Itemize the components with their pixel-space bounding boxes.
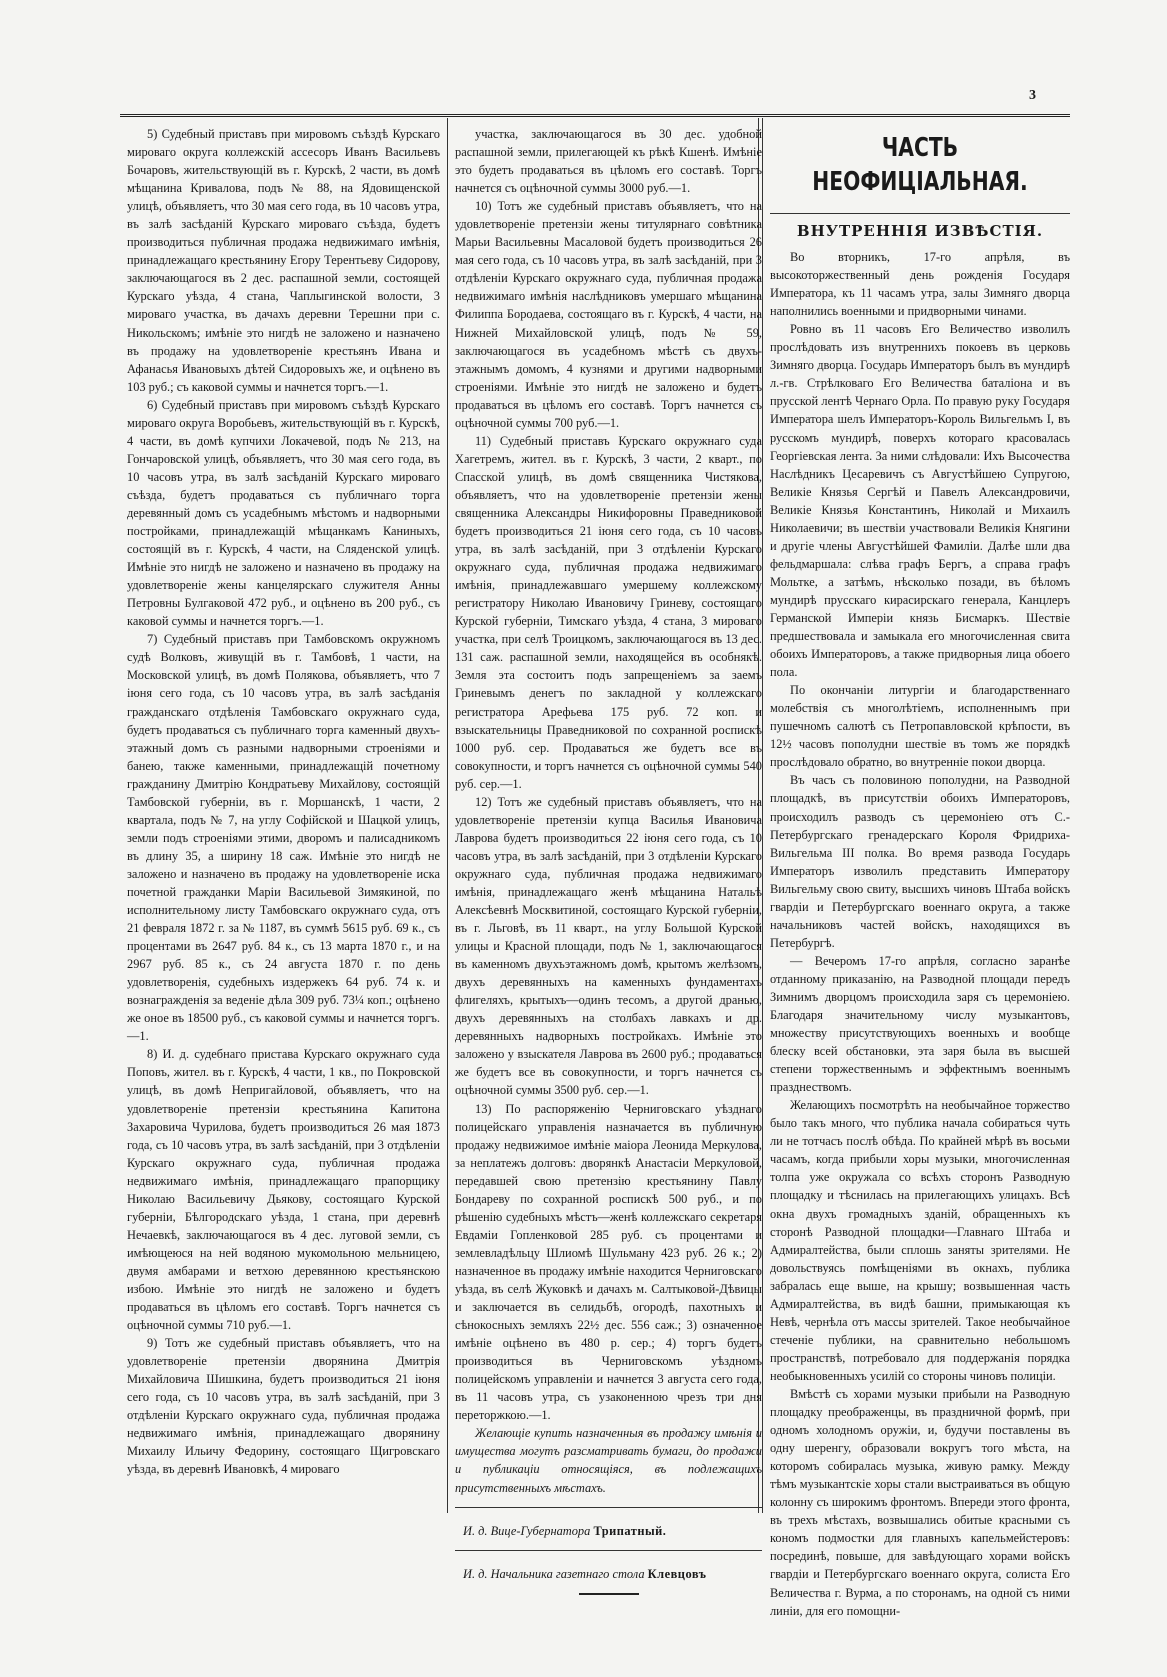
column-divider <box>762 118 763 1513</box>
news-paragraph: По окончаніи литургіи и благодарственнаго молебствія съ многолѣтіемъ, исполненнымъ при пушечномъ салютѣ съ Петропавловской крѣпости, въ 12½ часовъ пополудни шествіе въ томъ же порядкѣ прослѣдовало обратно, во внутренніе покои дворца. <box>770 683 1070 770</box>
page-number: 3 <box>1029 88 1036 103</box>
signature-rule <box>455 1550 762 1551</box>
news-paragraph: Вмѣстѣ съ хорами музыки прибыли на Разводную площадку преображенцы, въ праздничной формѣ, при одномъ холодномъ оружіи, и, будучи поставлены въ одну шеренгу, образовали вокругъ того мѣста, на которомъ собиралась музыка, живую рамку. Между тѣмъ музыкантскіе хоры стали выстраиваться въ общую колонну съ широкимъ фронтомъ. Впереди этого фронта, въ трехъ мѣстахъ, возвышались обитые красными съ кономъ подмостки для главныхъ капельмейстеровъ: посрединѣ, повыше, для завѣдующаго хорами войскъ гвардіи и Петербургскаго военнаго округа, солиста Его Величества г. Вурма, а по сторонамъ, на одной съ ними линіи, для его помощни- <box>770 1387 1070 1618</box>
signature-role: И. д. Начальника газетнаго стола <box>463 1566 645 1581</box>
news-paragraph: Желающихъ посмотрѣть на необычайное торжество было такъ много, что публика начала собираться чуть ли не тотчасъ послѣ обѣда. По крайней мѣрѣ въ восьми часамъ, когда прибыли хоры музыки, многочисленная толпа уже окружала со всѣхъ сторонъ Разводную площадку и тѣснилась на прилегающихъ улицахъ. Всѣ окна двухъ громадныхъ зданій, обращенныхъ къ сторонѣ Разводной площадки—Главнаго Штаба и Адмиралтейства, были сплошь заняты зрителями. Не довольствуясь помѣщеніями въ окнахъ, публика забралась еще выше, на крышу; возвышенная часть Адмиралтейства, въ видѣ башни, примыкающая къ Невѣ, чернѣла отъ массы зрителей. Такое необычайное стеченіе публики, на сравнительно небольшомъ пространствѣ, потребовало для поддержанія порядка необыкновенныхъ усилій со стороны чиновъ полиціи. <box>770 1098 1070 1383</box>
announcement-paragraph: 12) Тотъ же судебный приставъ объявляетъ, что на удовлетвореніе претензіи купца Василья Ивановича Лаврова будетъ производиться 22 іюня сего года, съ 10 часовъ утра, въ залѣ засѣданій, при 3 отдѣленіи Курскаго окружнаго суда, публичная продажа недвижимаго имѣнія, принадлежащаго женѣ мѣщанина Натальѣ Алексѣевнѣ Москвитиной, состоящаго Курской губерніи, въ г. Льговѣ, въ 11 кварт., на углу Большой Курской улицы и Красной площади, подъ № 1, заключающагося въ каменномъ двухъэтажномъ домѣ, крытомъ желѣзомъ, двухъ деревянныхъ на каменныхъ фундаментахъ флигеляхъ, крытыхъ—одинъ тесомъ, а другой дранью, двухъ деревянныхъ на столбахъ лавкахъ и др. деревянныхъ надворныхъ постройкахъ. Имѣніе это заложено у взыскателя Лаврова въ 2600 руб.; продаваться же будетъ все въ совокупности, и торгъ начнется съ оцѣночной суммы 3500 руб. сер.—1. <box>455 794 762 1098</box>
news-paragraph: Въ часъ съ половиною пополудни, на Разводной площадкѣ, въ присутствіи обоихъ Императоровъ, происходилъ разводъ съ церемоніею отъ С.-Петербургскаго гренадерскаго Короля Фридриха-Вильгельма III полка. Во время развода Государь Императоръ изволилъ представить Императору Вильгельму свою свиту, высшихъ чиновъ Штаба войскъ гвардіи и Петербургскаго военнаго округа, а также начальниковъ частей войскъ, находящихся въ Петербургѣ. <box>770 773 1070 950</box>
news-paragraph: Во вторникъ, 17-го апрѣля, въ высокоторжественный день рожденія Государя Императора, къ 11 часамъ утра, залы Зимняго дворца наполнились военными и придворными чинами. <box>770 250 1070 319</box>
announcement-paragraph: 7) Судебный приставъ при Тамбовскомъ окружномъ судѣ Волковъ, живущій въ г. Тамбовѣ, 1 части, на Московской улицѣ, въ домѣ Полякова, объявляетъ, что 7 іюня сего года, съ 10 часовъ утра, въ залѣ засѣданія гражданскаго отдѣленія Тамбовскаго окружнаго суда, будетъ продаваться съ публичнаго торга каменный двухъ-этажный домъ съ разными надворными строеніями и банею, также каменными, принадлежащій почетному гражданину Дмитрію Кондратьеву Михайлову, состоящій Тамбовской губерніи, въ г. Моршанскѣ, 1 части, 2 квартала, подъ № 7, на углу Софійской и Шацкой улицъ, земли подъ строеніями этими, дворомъ и палисадникомъ въ длину 35, а ширину 18 саж. Имѣніе это нигдѣ не заложено и назначено въ продажу на удовлетвореніе иска почетной гражданки Маріи Васильевой Зимякиной, по исполнительному листу Тамбовскаго окружнаго суда, отъ 21 февраля 1872 г. за № 1187, въ суммѣ 5615 руб. 69 к., съ процентами въ 2647 руб. 84 к., съ 13 марта 1870 г., и на 2967 руб. 85 к., съ 24 августа 1870 г. по день удовлетворенія, судебныхъ издержекъ 64 руб. 74 к. и вознагражденія за веденіе дѣла 309 руб. 73¼ коп.; оцѣнено же оное въ 18500 руб., съ каковой суммы и начнется торгъ.—1. <box>127 632 440 1044</box>
column-left <box>127 125 440 1520</box>
end-rule <box>579 1593 639 1595</box>
announcement-paragraph: 9) Тотъ же судебный приставъ объявляетъ, что на удовлетвореніе претензіи дворянина Дмитрія Михайловича Шишкина, будетъ производиться 21 іюня сего года, съ 10 часовъ утра, въ залѣ засѣданій, при 3 отдѣленіи Курскаго окружнаго суда, публичная продажа недвижимаго имѣнія, принадлежащаго дворянину Михаилу Ильичу Федорину, состоящаго Щигровскаго уѣзда, въ деревнѣ Ивановкѣ, 4 мироваго <box>127 1336 440 1477</box>
announcement-paragraph: 10) Тотъ же судебный приставъ объявляетъ, что на удовлетвореніе претензіи жены титулярнаго совѣтника Марьи Васильевны Масаловой будетъ производиться 26 мая сего года, съ 10 часовъ утра, въ залѣ засѣданій, при 3 отдѣленіи Курскаго окружнаго суда, публичная продажа недвижимаго имѣнія наслѣдниковъ умершаго мѣщанина Филиппа Бородаева, состоящаго въ г. Курскѣ, 4 части, на Нижней Михайловской улицѣ, подъ № 59, заключающагося въ усадебномъ мѣстѣ съ двухъ-этажнымъ домомъ, 4 кузнями и другими надворными строеніями. Имѣніе это нигдѣ не заложено и будетъ продаваться въ цѣломъ его составѣ. Торгъ начнется съ оцѣночной суммы 700 руб.—1. <box>455 199 762 430</box>
header-rule <box>120 114 1070 117</box>
notice-paragraph: Желающіе купить назначенныя въ продажу имѣнія и имущества могутъ разсматривать бумаги, до продажи и публикаціи относящіяся, въ подлежащихъ присутственныхъ мѣстахъ. <box>455 1426 762 1495</box>
announcement-paragraph: 8) И. д. судебнаго пристава Курскаго окружнаго суда Поповъ, жител. въ г. Курскѣ, 4 части, 1 кв., по Покровской улицѣ, въ домѣ Непригайловой, объявляетъ, что на удовлетвореніе претензіи крестьянина Капитона Захаровича Чурилова, будетъ производиться 26 мая 1873 года, съ 10 часовъ утра, въ залѣ засѣданій, при 3 отдѣленіи Курскаго окружнаго суда, публичная продажа недвижимаго имѣнія, принадлежащаго прапорщику Николаю Васильевичу Дьякову, состоящаго Курской губерніи, Бѣлгородскаго уѣзда, 1 стана, при деревнѣ Нечаевкѣ, заключающагося въ 4 дес. луговой земли, съ имѣющеюся на ней водяною мукомольною мельницею, двумя амбарами и ветхою деревянною крестьянскою избою. Имѣніе это нигдѣ не заложено и будетъ продаваться въ цѣломъ его составѣ. Торгъ начнется съ оцѣночной суммы 710 руб.—1. <box>127 1047 440 1333</box>
announcement-paragraph: 5) Судебный приставъ при мировомъ съѣздѣ Курскаго мироваго округа коллежскій ассесоръ Иванъ Васильевъ Бочаровъ, жительствующій въ г. Курскѣ, 2 части, въ домѣ мѣщанина Кривалова, подъ № 88, на Ядовищенской улицѣ, объявляетъ, что 30 мая сего года, въ 10 часовъ утра, въ залѣ засѣданій Курскаго мироваго съѣзда, будетъ производиться публичная продажа недвижимаго имѣнія, принадлежащаго крестьянину Егору Терентьеву Сидорову, заключающагося въ 2 дес. распашной земли, состоящей Курскаго уѣзда, 4 стана, Чаплыгинской волости, 3 мироваго участка, въ дачахъ деревни Терешни при с. Никольскомъ; имѣніе это нигдѣ не заложено и назначено въ продажу на удовлетвореніе крестьянъ Ивана и Афанасья Ивановыхъ дѣтей Сидоровыхъ же, и оцѣнено въ 103 руб.; съ каковой суммы и начнется торгъ.—1. <box>127 127 440 394</box>
signature-vice-governor <box>455 1522 762 1540</box>
column-middle <box>455 125 762 1581</box>
announcement-paragraph: 11) Судебный приставъ Курскаго окружнаго суда Хагетремъ, жител. въ г. Курскѣ, 3 части, 2 кварт., по Спасской улицѣ, въ домѣ священника Чистякова, объявляетъ, что на удовлетвореніе претензіи жены священника Александры Никифоровны Праведниковой будетъ производиться 21 іюня сего года, съ 10 часовъ утра, въ залѣ засѣданій, при 3 отдѣленіи Курскаго окружнаго суда, публичная продажа недвижимаго имѣнія, принадлежавшаго умершему коллежскому регистратору Николаю Ивановичу Гриневу, состоящаго Курской губерніи, Тимскаго уѣзда, 4 стана, 3 мироваго участка, при селѣ Троицкомъ, заключающагося въ 13 дес. 131 саж. распашной земли, находящейся въ особнякѣ. Земля эта состоитъ подъ запрещеніемъ за заемъ Гриневымъ денегъ по закладной у коллежскаго регистратора Арефьева 175 руб. 72 коп. и взыскательницы Праведниковой по сохранной роспискѣ 1000 руб. сер. Продаваться же будетъ все въ совокупности, и торгъ начнется съ оцѣночной суммы 540 руб. сер.—1. <box>455 433 762 791</box>
signature-name: Клевцовъ <box>647 1566 707 1581</box>
announcement-paragraph: 13) По распоряженію Черниговскаго уѣзднаго полицейскаго управленія назначается въ публичную продажу недвижимое имѣніе маіора Леонида Меркулова, за неплатежъ долговъ: дворянкѣ Анастасіи Меркуловой, передавшей свою претензію крестьянину Павлу Бондареву по сохранной роспискѣ 500 руб., и по рѣшенію судебныхъ мѣстъ—женѣ коллежскаго секретаря Евдаміи Гопленковой 285 руб. съ процентами и землевладѣльцу Шлиомѣ Шульману 423 руб. 26 к.; 2) назначенное въ продажу имѣніе находится Черниговскаго уѣзда, въ селѣ Жуковкѣ и дачахъ м. Салтыковой-Дѣвицы и заключается въ селидьбѣ, огородѣ, пахотныхъ и сѣнокосныхъ земляхъ 22½ дес. 556 саж.; 3) означенное имѣніе оцѣнено въ 480 р. сер.; 4) торгъ будетъ производиться въ Черниговскомъ уѣздномъ полицейскомъ управленіи и начнется 3 августа сего года, въ 11 часовъ утра, съ узаконенною чрезъ три дня переторжкою.—1. <box>455 1101 762 1423</box>
signature-role: И. д. Вице-Губернатора <box>463 1523 591 1538</box>
section-subheading: ВНУТРЕННІЯ ИЗВѢСТІЯ. <box>770 213 1070 240</box>
section-heading: ЧАСТЬ НЕОФИЦІАЛЬНАЯ. <box>812 133 1028 197</box>
news-paragraph: — Вечеромъ 17-го апрѣля, согласно заранѣе отданному приказанію, на Разводной площади передъ Зимнимъ дворцомъ происходила заря съ церемоніею. Благодаря значительному числу музыкантовъ, множеству присутствующихъ военныхъ и вообще блеску всей обстановки, эта заря была въ высшей степени торжественнымъ и эффектнымъ военнымъ празднествомъ. <box>770 953 1070 1095</box>
signature-desk-head <box>455 1565 762 1583</box>
column-right <box>770 125 1070 1618</box>
column-divider <box>447 118 448 1513</box>
announcement-paragraph: участка, заключающагося въ 30 дес. удобной распашной земли, прилегающей къ рѣкѣ Кшенѣ. Имѣніе это будетъ продаваться въ цѣломъ его составѣ. Торгъ начнется съ оцѣночной суммы 3000 руб.—1. <box>455 127 762 196</box>
announcement-paragraph: 6) Судебный приставъ при мировомъ съѣздѣ Курскаго мироваго округа Воробьевъ, жительствующій въ г. Курскѣ, 4 части, въ домѣ купчихи Локачевой, подъ № 213, на Гончаровской улицѣ, объявляетъ, что 30 мая сего года, въ 10 часовъ утра, въ залѣ засѣданій Курскаго мироваго съѣзда, будетъ продаваться съ публичнаго торга деревянный домъ съ усадебнымъ мѣстомъ и надворными постройками, принадлежащій мѣщанкамъ Каниныхъ, состоящій въ г. Курскѣ, 4 части, на Сляденской улицѣ. Имѣніе это нигдѣ не заложено и назначено въ продажу на удовлетвореніе жены канцелярскаго служителя Анны Петровны Булгаковой 472 руб., и оцѣнено въ 200 руб., съ каковой суммы и начнется торгъ.—1. <box>127 397 440 629</box>
news-paragraph: Ровно въ 11 часовъ Его Величество изволилъ прослѣдовать изъ внутреннихъ покоевъ въ церковь Зимняго дворца. Государь Императоръ былъ въ мундирѣ л.-гв. Стрѣлковаго Его Величества баталіона и въ прусской лентѣ Чернаго Орла. По правую руку Государя Императора шелъ Императоръ-Король Вильгельмъ I, въ русскомъ мундирѣ, поверхъ котораго красовалась Георгіевская лента. За ними слѣдовали: Ихъ Высочества Наслѣдникъ Цесаревичъ съ Августѣйшею Супругою, Великіе Князья Сергѣй и Павелъ Александровичи, Великіе Князья Константинъ, Николай и Михаилъ Николаевичи; въ шествіи участвовали Великія Княгини и другіе члены Августѣйшей Фамиліи. Далѣе шли два фельдмаршала: слѣва графъ Бергъ, а справа графъ Мольтке, а затѣмъ, нѣсколько позади, въ бѣломъ мундирѣ прусскаго кирасирскаго генерала, Канцлеръ Германской Имперіи князь Бисмаркъ. Шествіе предшествовала и замыкала его многочисленная свита обоихъ Императоровъ, а также придворныя лица обоего пола. <box>770 322 1070 680</box>
signature-rule <box>455 1507 762 1508</box>
signature-name: Трипатный. <box>593 1523 667 1538</box>
